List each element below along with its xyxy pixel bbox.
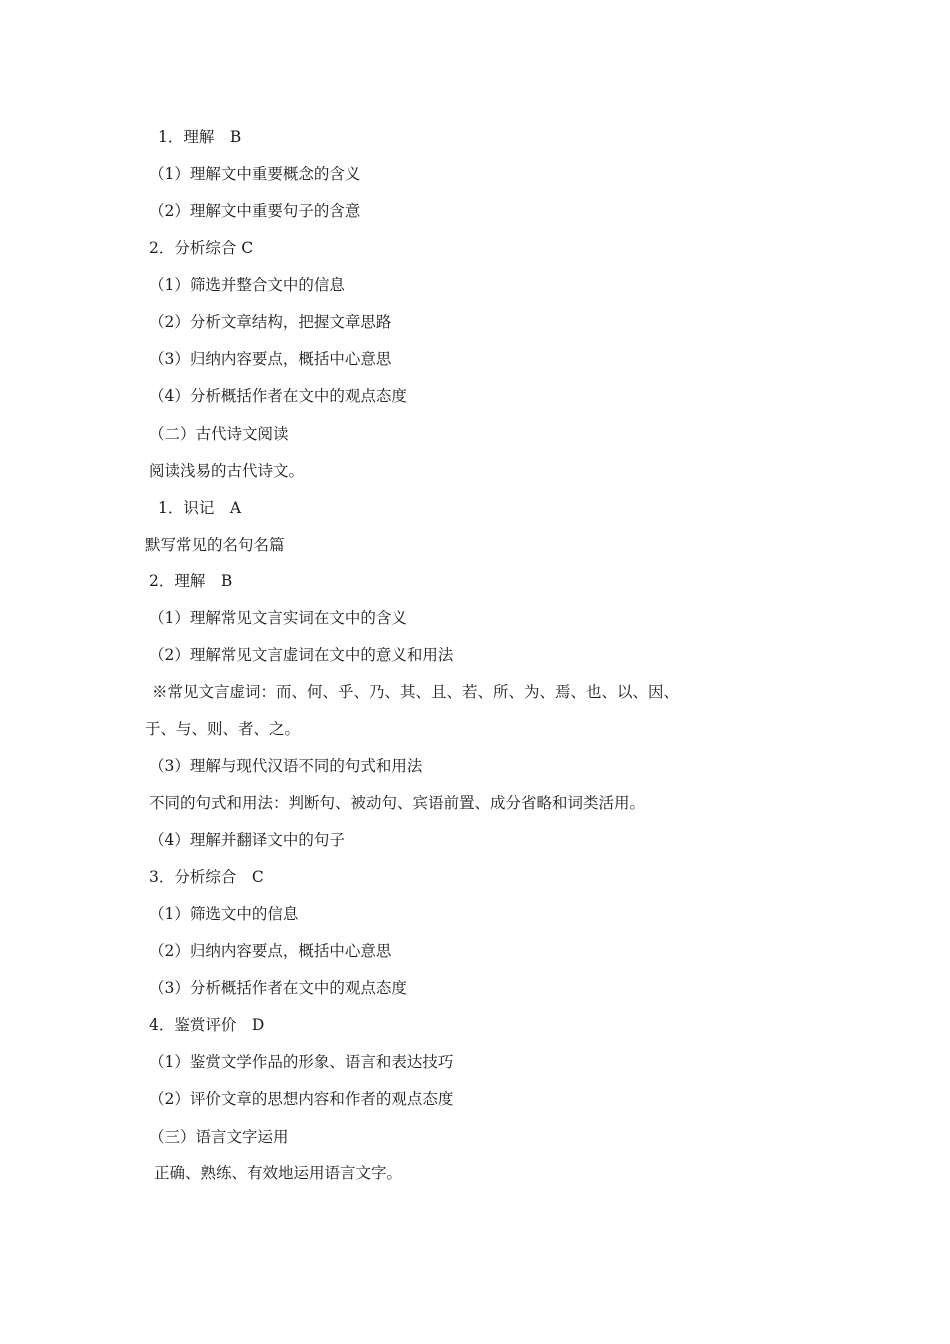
section-description: 阅读浅易的古代诗文。 [149, 462, 305, 480]
note-sentence-patterns: 不同的句式和用法：判断句、被动句、宾语前置、成分省略和词类活用。 [149, 794, 646, 812]
heading-understand-b: 1．理解 B [158, 128, 242, 146]
item-recite: 默写常见的名句名篇 [145, 536, 285, 554]
item-concept-meaning: （1）理解文中重要概念的含义 [149, 165, 361, 183]
heading-analysis-c-2: 3．分析综合 C [149, 868, 264, 886]
section-language-use: （三）语言文字运用 [149, 1128, 289, 1146]
item-content-words: （1）理解常见文言实词在文中的含义 [149, 609, 407, 627]
item-summarize: （3）归纳内容要点，概括中心意思 [149, 350, 392, 368]
item-filter-info-2: （1）筛选文中的信息 [149, 905, 299, 923]
heading-memorize-a: 1．识记 A [158, 499, 242, 517]
item-summarize-2: （2）归纳内容要点，概括中心意思 [149, 942, 392, 960]
item-author-view-2: （3）分析概括作者在文中的观点态度 [149, 979, 407, 997]
item-evaluate-content: （2）评价文章的思想内容和作者的观点态度 [149, 1090, 454, 1108]
item-sentence-meaning: （2）理解文中重要句子的含意 [149, 202, 361, 220]
section-language-description: 正确、熟练、有效地运用语言文字。 [154, 1164, 403, 1182]
section-classical-reading: （二）古代诗文阅读 [149, 425, 289, 443]
item-structure: （2）分析文章结构，把握文章思路 [149, 313, 392, 331]
item-translate: （4）理解并翻译文中的句子 [149, 831, 345, 849]
heading-analysis-c: 2．分析综合 C [149, 239, 254, 257]
heading-appreciate-d: 4．鉴赏评价 D [149, 1016, 265, 1034]
item-author-view: （4）分析概括作者在文中的观点态度 [149, 387, 407, 405]
note-function-words: ※常见文言虚词：而、何、乎、乃、其、且、若、所、为、焉、也、以、因、 [152, 683, 680, 701]
item-function-words: （2）理解常见文言虚词在文中的意义和用法 [149, 646, 454, 664]
heading-understand-b-2: 2．理解 B [149, 572, 233, 590]
note-function-words-cont: 于、与、则、者、之。 [145, 720, 301, 738]
item-literary-appreciation: （1）鉴赏文学作品的形象、语言和表达技巧 [149, 1053, 454, 1071]
item-sentence-patterns: （3）理解与现代汉语不同的句式和用法 [149, 757, 423, 775]
item-filter-info: （1）筛选并整合文中的信息 [149, 276, 345, 294]
